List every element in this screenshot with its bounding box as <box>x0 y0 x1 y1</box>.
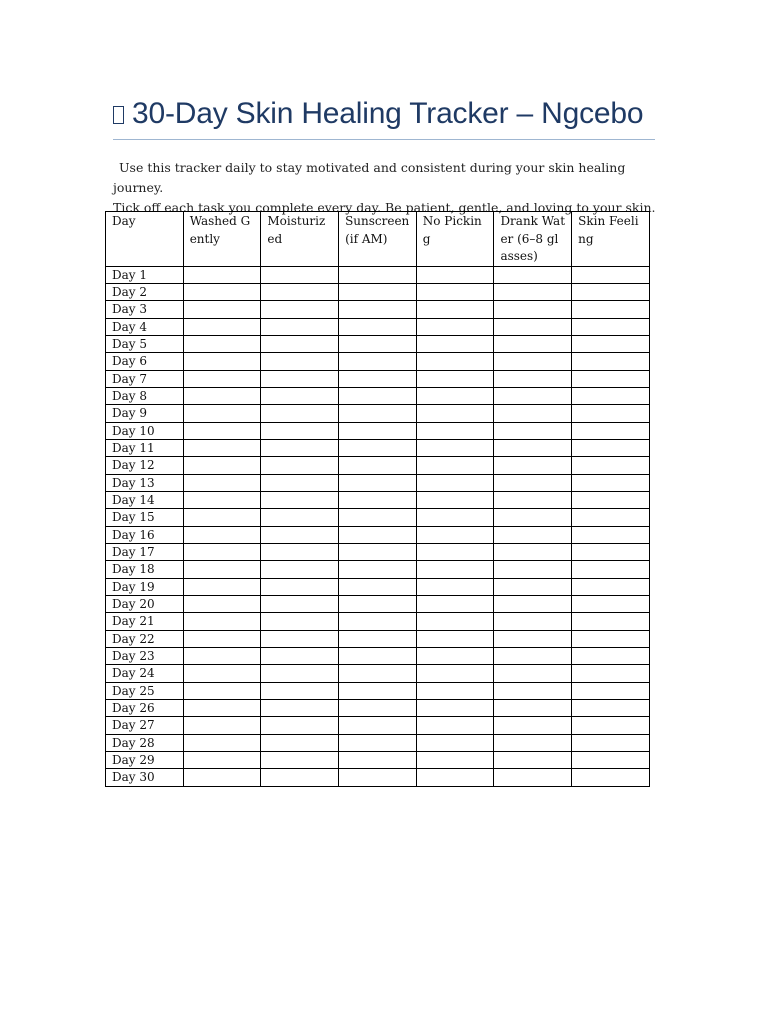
table-row <box>106 283 650 300</box>
check-cell-no-picking[interactable] <box>416 422 494 439</box>
day-label-cell: Day 1 <box>106 266 184 283</box>
check-cell-skin-feeling[interactable] <box>572 405 650 422</box>
table-row <box>106 752 650 769</box>
check-cell-drank-water[interactable] <box>494 353 572 370</box>
table-row <box>106 769 650 786</box>
check-cell-skin-feeling[interactable] <box>572 578 650 595</box>
check-cell-drank-water[interactable] <box>494 578 572 595</box>
check-cell-drank-water[interactable] <box>494 439 572 456</box>
check-cell-washed-gently[interactable] <box>183 370 261 387</box>
day-label-cell: Day 3 <box>106 301 184 318</box>
check-cell-washed-gently[interactable] <box>183 266 261 283</box>
header-washed-gently: Washed Gently <box>183 212 261 267</box>
day-label-cell: Day 27 <box>106 717 184 734</box>
check-cell-skin-feeling[interactable] <box>572 752 650 769</box>
check-cell-no-picking[interactable] <box>416 578 494 595</box>
check-cell-skin-feeling[interactable] <box>572 561 650 578</box>
check-cell-no-picking[interactable] <box>416 544 494 561</box>
check-cell-drank-water[interactable] <box>494 283 572 300</box>
header-row <box>106 212 650 267</box>
check-cell-moisturized[interactable] <box>261 318 339 335</box>
check-cell-washed-gently[interactable] <box>183 665 261 682</box>
table-row <box>106 439 650 456</box>
day-label-cell: Day 29 <box>106 752 184 769</box>
check-cell-sunscreen[interactable] <box>339 682 417 699</box>
check-cell-washed-gently[interactable] <box>183 491 261 508</box>
header-drank-water: Drank Water (6–8 glasses) <box>494 212 572 267</box>
check-cell-drank-water[interactable] <box>494 613 572 630</box>
check-cell-moisturized[interactable] <box>261 509 339 526</box>
check-cell-moisturized[interactable] <box>261 578 339 595</box>
check-cell-moisturized[interactable] <box>261 613 339 630</box>
check-cell-sunscreen[interactable] <box>339 578 417 595</box>
table-row <box>106 544 650 561</box>
table-row <box>106 318 650 335</box>
check-cell-no-picking[interactable] <box>416 335 494 352</box>
check-cell-skin-feeling[interactable] <box>572 457 650 474</box>
day-label-cell: Day 19 <box>106 578 184 595</box>
check-cell-washed-gently[interactable] <box>183 353 261 370</box>
header-day: Day <box>106 212 184 267</box>
day-label-cell: Day 23 <box>106 648 184 665</box>
check-cell-skin-feeling[interactable] <box>572 318 650 335</box>
check-cell-no-picking[interactable] <box>416 474 494 491</box>
check-cell-washed-gently[interactable] <box>183 509 261 526</box>
check-cell-moisturized[interactable] <box>261 301 339 318</box>
check-cell-moisturized[interactable] <box>261 544 339 561</box>
check-cell-drank-water[interactable] <box>494 596 572 613</box>
check-cell-no-picking[interactable] <box>416 283 494 300</box>
check-cell-moisturized[interactable] <box>261 734 339 751</box>
check-cell-sunscreen[interactable] <box>339 335 417 352</box>
check-cell-skin-feeling[interactable] <box>572 283 650 300</box>
check-cell-washed-gently[interactable] <box>183 422 261 439</box>
check-cell-sunscreen[interactable] <box>339 665 417 682</box>
check-cell-drank-water[interactable] <box>494 700 572 717</box>
check-cell-skin-feeling[interactable] <box>572 422 650 439</box>
day-label-cell: Day 22 <box>106 630 184 647</box>
check-cell-no-picking[interactable] <box>416 439 494 456</box>
check-cell-skin-feeling[interactable] <box>572 526 650 543</box>
tracker-table <box>105 211 650 787</box>
check-cell-moisturized[interactable] <box>261 717 339 734</box>
check-cell-moisturized[interactable] <box>261 665 339 682</box>
check-cell-drank-water[interactable] <box>494 561 572 578</box>
table-row <box>106 561 650 578</box>
check-cell-no-picking[interactable] <box>416 648 494 665</box>
check-cell-skin-feeling[interactable] <box>572 630 650 647</box>
check-cell-sunscreen[interactable] <box>339 700 417 717</box>
check-cell-sunscreen[interactable] <box>339 353 417 370</box>
day-label-cell: Day 15 <box>106 509 184 526</box>
table-row <box>106 266 650 283</box>
check-cell-moisturized[interactable] <box>261 474 339 491</box>
check-cell-moisturized[interactable] <box>261 769 339 786</box>
check-cell-no-picking[interactable] <box>416 387 494 404</box>
check-cell-washed-gently[interactable] <box>183 630 261 647</box>
day-label-cell: Day 10 <box>106 422 184 439</box>
table-row <box>106 700 650 717</box>
table-row <box>106 578 650 595</box>
check-cell-skin-feeling[interactable] <box>572 665 650 682</box>
table-row <box>106 457 650 474</box>
check-cell-sunscreen[interactable] <box>339 370 417 387</box>
check-cell-washed-gently[interactable] <box>183 561 261 578</box>
check-cell-sunscreen[interactable] <box>339 266 417 283</box>
table-row <box>106 335 650 352</box>
check-cell-moisturized[interactable] <box>261 266 339 283</box>
check-cell-moisturized[interactable] <box>261 370 339 387</box>
check-cell-no-picking[interactable] <box>416 769 494 786</box>
check-cell-washed-gently[interactable] <box>183 474 261 491</box>
check-cell-no-picking[interactable] <box>416 717 494 734</box>
check-cell-washed-gently[interactable] <box>183 544 261 561</box>
table-row <box>106 665 650 682</box>
day-label-cell: Day 30 <box>106 769 184 786</box>
check-cell-drank-water[interactable] <box>494 491 572 508</box>
check-cell-no-picking[interactable] <box>416 682 494 699</box>
missing-glyph-box-icon <box>113 106 124 124</box>
table-row <box>106 509 650 526</box>
check-cell-no-picking[interactable] <box>416 301 494 318</box>
check-cell-sunscreen[interactable] <box>339 526 417 543</box>
check-cell-drank-water[interactable] <box>494 526 572 543</box>
day-label-cell: Day 13 <box>106 474 184 491</box>
check-cell-washed-gently[interactable] <box>183 717 261 734</box>
check-cell-washed-gently[interactable] <box>183 335 261 352</box>
check-cell-skin-feeling[interactable] <box>572 717 650 734</box>
table-row <box>106 630 650 647</box>
check-cell-drank-water[interactable] <box>494 266 572 283</box>
table-row <box>106 474 650 491</box>
check-cell-drank-water[interactable] <box>494 734 572 751</box>
check-cell-no-picking[interactable] <box>416 370 494 387</box>
table-row <box>106 387 650 404</box>
day-label-cell: Day 26 <box>106 700 184 717</box>
check-cell-washed-gently[interactable] <box>183 613 261 630</box>
check-cell-skin-feeling[interactable] <box>572 596 650 613</box>
check-cell-skin-feeling[interactable] <box>572 335 650 352</box>
check-cell-washed-gently[interactable] <box>183 752 261 769</box>
check-cell-drank-water[interactable] <box>494 769 572 786</box>
check-cell-sunscreen[interactable] <box>339 457 417 474</box>
check-cell-skin-feeling[interactable] <box>572 387 650 404</box>
check-cell-sunscreen[interactable] <box>339 544 417 561</box>
tracker-table-header <box>106 212 650 267</box>
check-cell-drank-water[interactable] <box>494 457 572 474</box>
check-cell-moisturized[interactable] <box>261 457 339 474</box>
table-row <box>106 613 650 630</box>
check-cell-sunscreen[interactable] <box>339 752 417 769</box>
check-cell-sunscreen[interactable] <box>339 648 417 665</box>
check-cell-moisturized[interactable] <box>261 353 339 370</box>
check-cell-skin-feeling[interactable] <box>572 474 650 491</box>
check-cell-no-picking[interactable] <box>416 457 494 474</box>
check-cell-sunscreen[interactable] <box>339 630 417 647</box>
check-cell-moisturized[interactable] <box>261 561 339 578</box>
day-label-cell: Day 9 <box>106 405 184 422</box>
check-cell-sunscreen[interactable] <box>339 474 417 491</box>
check-cell-sunscreen[interactable] <box>339 769 417 786</box>
check-cell-sunscreen[interactable] <box>339 405 417 422</box>
check-cell-drank-water[interactable] <box>494 648 572 665</box>
table-row <box>106 353 650 370</box>
day-label-cell: Day 8 <box>106 387 184 404</box>
title-underline <box>113 139 655 140</box>
document-title-text: 30-Day Skin Healing Tracker – Ngcebo <box>132 97 644 130</box>
check-cell-washed-gently[interactable] <box>183 700 261 717</box>
day-label-cell: Day 4 <box>106 318 184 335</box>
check-cell-washed-gently[interactable] <box>183 439 261 456</box>
check-cell-no-picking[interactable] <box>416 405 494 422</box>
table-row <box>106 405 650 422</box>
check-cell-skin-feeling[interactable] <box>572 544 650 561</box>
check-cell-moisturized[interactable] <box>261 526 339 543</box>
table-row <box>106 422 650 439</box>
check-cell-drank-water[interactable] <box>494 665 572 682</box>
check-cell-moisturized[interactable] <box>261 630 339 647</box>
check-cell-skin-feeling[interactable] <box>572 509 650 526</box>
check-cell-moisturized[interactable] <box>261 648 339 665</box>
check-cell-moisturized[interactable] <box>261 335 339 352</box>
check-cell-moisturized[interactable] <box>261 682 339 699</box>
table-row <box>106 682 650 699</box>
check-cell-drank-water[interactable] <box>494 682 572 699</box>
check-cell-skin-feeling[interactable] <box>572 769 650 786</box>
check-cell-drank-water[interactable] <box>494 422 572 439</box>
check-cell-no-picking[interactable] <box>416 318 494 335</box>
day-label-cell: Day 2 <box>106 283 184 300</box>
table-row <box>106 734 650 751</box>
check-cell-skin-feeling[interactable] <box>572 353 650 370</box>
check-cell-washed-gently[interactable] <box>183 387 261 404</box>
check-cell-no-picking[interactable] <box>416 665 494 682</box>
check-cell-no-picking[interactable] <box>416 266 494 283</box>
tracker-table-body <box>106 266 650 786</box>
check-cell-drank-water[interactable] <box>494 405 572 422</box>
check-cell-drank-water[interactable] <box>494 387 572 404</box>
header-moisturized: Moisturized <box>261 212 339 267</box>
check-cell-drank-water[interactable] <box>494 717 572 734</box>
check-cell-skin-feeling[interactable] <box>572 682 650 699</box>
table-row <box>106 491 650 508</box>
check-cell-sunscreen[interactable] <box>339 318 417 335</box>
intro-line-2: Tick off each task you complete every day. Be patient, gentle, and loving to your skin. <box>113 200 656 215</box>
check-cell-skin-feeling[interactable] <box>572 648 650 665</box>
check-cell-drank-water[interactable] <box>494 301 572 318</box>
intro-line-1: Use this tracker daily to stay motivated and consistent during your skin healing journey. <box>113 160 626 195</box>
day-label-cell: Day 24 <box>106 665 184 682</box>
check-cell-washed-gently[interactable] <box>183 734 261 751</box>
check-cell-washed-gently[interactable] <box>183 769 261 786</box>
check-cell-drank-water[interactable] <box>494 335 572 352</box>
check-cell-moisturized[interactable] <box>261 491 339 508</box>
check-cell-moisturized[interactable] <box>261 596 339 613</box>
check-cell-drank-water[interactable] <box>494 318 572 335</box>
table-row <box>106 370 650 387</box>
check-cell-washed-gently[interactable] <box>183 648 261 665</box>
check-cell-drank-water[interactable] <box>494 370 572 387</box>
day-label-cell: Day 20 <box>106 596 184 613</box>
table-row <box>106 648 650 665</box>
check-cell-washed-gently[interactable] <box>183 301 261 318</box>
check-cell-no-picking[interactable] <box>416 561 494 578</box>
check-cell-no-picking[interactable] <box>416 700 494 717</box>
check-cell-drank-water[interactable] <box>494 752 572 769</box>
check-cell-sunscreen[interactable] <box>339 439 417 456</box>
check-cell-skin-feeling[interactable] <box>572 370 650 387</box>
intro-paragraph <box>113 158 673 218</box>
day-label-cell: Day 5 <box>106 335 184 352</box>
check-cell-no-picking[interactable] <box>416 752 494 769</box>
table-row <box>106 596 650 613</box>
check-cell-no-picking[interactable] <box>416 526 494 543</box>
day-label-cell: Day 17 <box>106 544 184 561</box>
check-cell-skin-feeling[interactable] <box>572 734 650 751</box>
check-cell-washed-gently[interactable] <box>183 596 261 613</box>
check-cell-sunscreen[interactable] <box>339 596 417 613</box>
check-cell-moisturized[interactable] <box>261 405 339 422</box>
document-title <box>113 92 658 136</box>
check-cell-skin-feeling[interactable] <box>572 266 650 283</box>
header-sunscreen: Sunscreen (if AM) <box>339 212 417 267</box>
check-cell-sunscreen[interactable] <box>339 387 417 404</box>
check-cell-drank-water[interactable] <box>494 630 572 647</box>
check-cell-skin-feeling[interactable] <box>572 613 650 630</box>
check-cell-sunscreen[interactable] <box>339 422 417 439</box>
check-cell-washed-gently[interactable] <box>183 318 261 335</box>
check-cell-washed-gently[interactable] <box>183 457 261 474</box>
check-cell-drank-water[interactable] <box>494 509 572 526</box>
check-cell-washed-gently[interactable] <box>183 682 261 699</box>
check-cell-washed-gently[interactable] <box>183 578 261 595</box>
day-label-cell: Day 12 <box>106 457 184 474</box>
check-cell-no-picking[interactable] <box>416 734 494 751</box>
check-cell-moisturized[interactable] <box>261 387 339 404</box>
header-skin-feeling: Skin Feeling <box>572 212 650 267</box>
check-cell-washed-gently[interactable] <box>183 526 261 543</box>
check-cell-washed-gently[interactable] <box>183 283 261 300</box>
check-cell-sunscreen[interactable] <box>339 561 417 578</box>
day-label-cell: Day 7 <box>106 370 184 387</box>
table-row <box>106 717 650 734</box>
check-cell-no-picking[interactable] <box>416 353 494 370</box>
day-label-cell: Day 28 <box>106 734 184 751</box>
check-cell-moisturized[interactable] <box>261 283 339 300</box>
table-row <box>106 526 650 543</box>
day-label-cell: Day 11 <box>106 439 184 456</box>
check-cell-sunscreen[interactable] <box>339 283 417 300</box>
day-label-cell: Day 6 <box>106 353 184 370</box>
check-cell-no-picking[interactable] <box>416 596 494 613</box>
check-cell-washed-gently[interactable] <box>183 405 261 422</box>
day-label-cell: Day 18 <box>106 561 184 578</box>
check-cell-skin-feeling[interactable] <box>572 491 650 508</box>
day-label-cell: Day 14 <box>106 491 184 508</box>
check-cell-moisturized[interactable] <box>261 752 339 769</box>
check-cell-no-picking[interactable] <box>416 613 494 630</box>
check-cell-skin-feeling[interactable] <box>572 301 650 318</box>
check-cell-drank-water[interactable] <box>494 544 572 561</box>
check-cell-no-picking[interactable] <box>416 509 494 526</box>
check-cell-skin-feeling[interactable] <box>572 700 650 717</box>
check-cell-sunscreen[interactable] <box>339 509 417 526</box>
check-cell-skin-feeling[interactable] <box>572 439 650 456</box>
check-cell-no-picking[interactable] <box>416 491 494 508</box>
check-cell-sunscreen[interactable] <box>339 717 417 734</box>
day-label-cell: Day 16 <box>106 526 184 543</box>
check-cell-sunscreen[interactable] <box>339 301 417 318</box>
check-cell-no-picking[interactable] <box>416 630 494 647</box>
header-no-picking: No Picking <box>416 212 494 267</box>
check-cell-moisturized[interactable] <box>261 439 339 456</box>
table-row <box>106 301 650 318</box>
check-cell-moisturized[interactable] <box>261 700 339 717</box>
day-label-cell: Day 25 <box>106 682 184 699</box>
day-label-cell: Day 21 <box>106 613 184 630</box>
check-cell-drank-water[interactable] <box>494 474 572 491</box>
check-cell-sunscreen[interactable] <box>339 613 417 630</box>
check-cell-moisturized[interactable] <box>261 422 339 439</box>
check-cell-sunscreen[interactable] <box>339 491 417 508</box>
check-cell-sunscreen[interactable] <box>339 734 417 751</box>
